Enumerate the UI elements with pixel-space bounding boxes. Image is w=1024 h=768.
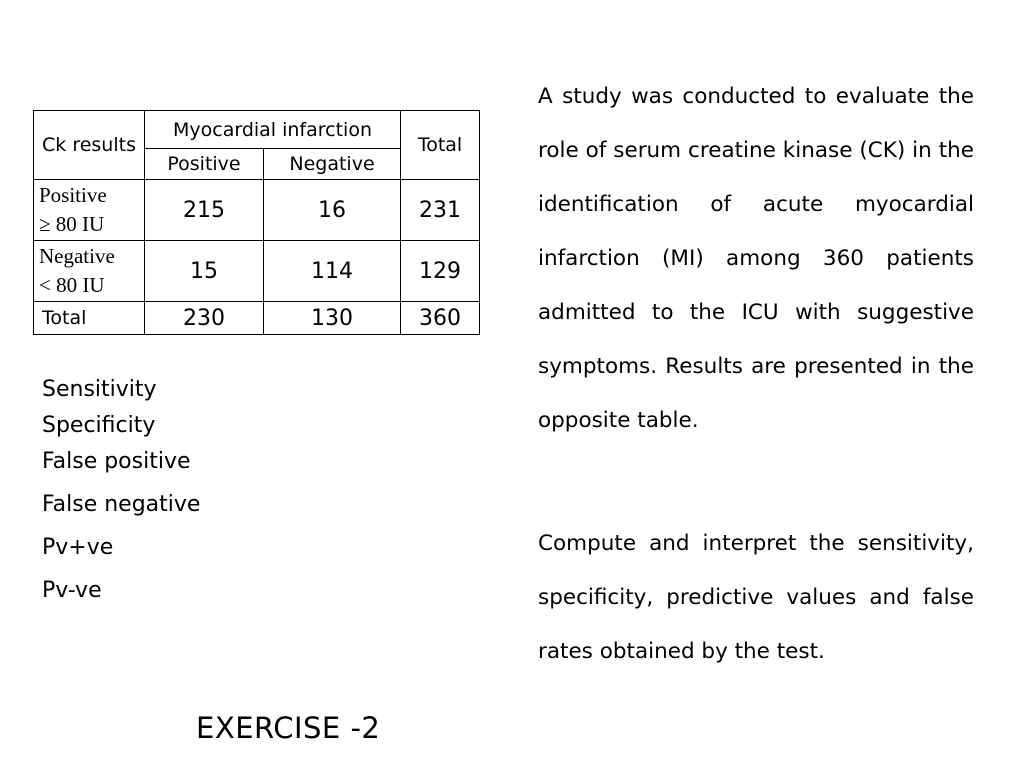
row-label bbox=[34, 180, 145, 241]
measure-false-negative: False negative bbox=[42, 492, 201, 517]
cell-value: 15 bbox=[145, 241, 264, 302]
cell-value: 230 bbox=[145, 302, 264, 335]
table-row bbox=[34, 241, 480, 302]
row-label-line2: ≥ 80 IU bbox=[39, 212, 105, 236]
table-row bbox=[34, 180, 480, 241]
total-row bbox=[34, 302, 480, 335]
positive-column-header: Positive bbox=[145, 149, 264, 180]
ck-results-table bbox=[33, 110, 480, 335]
cell-value: 16 bbox=[264, 180, 401, 241]
cell-value: 130 bbox=[264, 302, 401, 335]
measures-list bbox=[42, 372, 200, 609]
total-row-label: Total bbox=[34, 302, 145, 335]
cell-value: 231 bbox=[401, 180, 480, 241]
cell-value: 114 bbox=[264, 241, 401, 302]
row-label-line1: Positive bbox=[39, 183, 107, 207]
myocardial-infarction-header: Myocardial infarction bbox=[145, 111, 401, 149]
row-label-line1: Negative bbox=[39, 244, 115, 268]
measure-specificity: Specificity bbox=[42, 413, 156, 438]
cell-value: 215 bbox=[145, 180, 264, 241]
exercise-title: EXERCISE -2 bbox=[196, 711, 381, 745]
measure-false-positive: False positive bbox=[42, 449, 191, 474]
measure-sensitivity: Sensitivity bbox=[42, 377, 157, 402]
row-label-line2: < 80 IU bbox=[39, 273, 105, 297]
total-header: Total bbox=[401, 111, 480, 180]
ck-results-header: Ck results bbox=[34, 111, 145, 180]
measure-pv-positive: Pv+ve bbox=[42, 535, 114, 560]
negative-column-header: Negative bbox=[264, 149, 401, 180]
cell-value: 360 bbox=[401, 302, 480, 335]
study-description: A study was conducted to evaluate the role of serum creatine kinase (CK) in the identification of acute myocardial infarction (MI) among 360 patients admitted to the ICU with suggestive symptoms. Results are presented in the opposite table. bbox=[538, 84, 974, 433]
row-label bbox=[34, 241, 145, 302]
cell-value: 129 bbox=[401, 241, 480, 302]
measure-pv-negative: Pv-ve bbox=[42, 578, 102, 603]
task-description: Compute and interpret the sensitivity, specificity, predictive values and false rates obtained by the test. bbox=[538, 531, 974, 664]
